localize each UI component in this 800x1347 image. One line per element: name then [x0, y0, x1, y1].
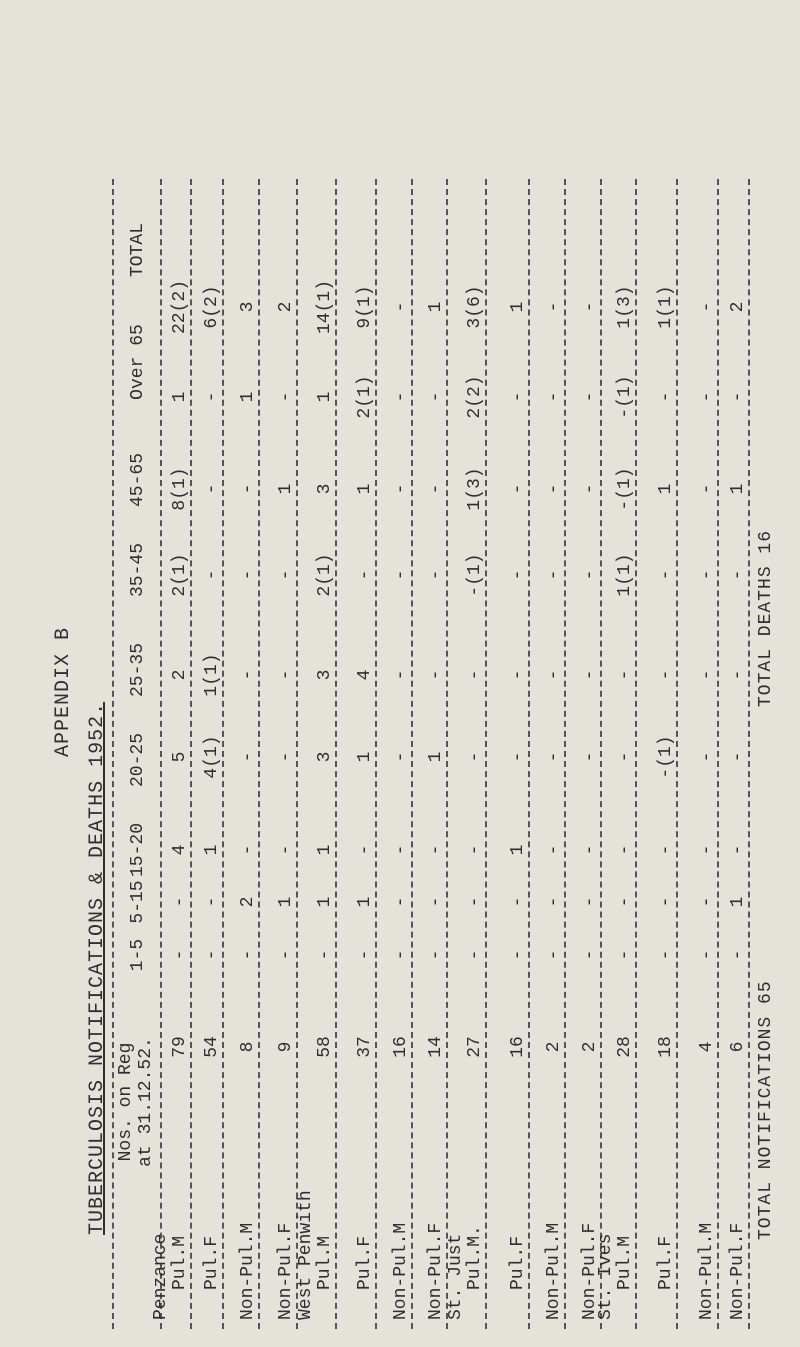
- table-cell: -: [426, 483, 446, 495]
- table-cell: 3: [238, 301, 258, 313]
- row-label: Pul.F: [656, 1235, 676, 1290]
- document-title: TUBERCULOSIS NOTIFICATIONS & DEATHS 1952.: [86, 701, 109, 1235]
- row-label: Non-Pul.F: [728, 1222, 748, 1320]
- table-cell: -: [656, 844, 676, 856]
- column-header: 35-45: [128, 542, 148, 598]
- row-divider: [485, 179, 487, 1329]
- table-cell: -: [355, 844, 375, 856]
- row-divider: [717, 179, 719, 1329]
- table-cell: -: [426, 844, 446, 856]
- column-header: TOTAL: [128, 222, 148, 278]
- table-cell: 1(1): [656, 285, 676, 329]
- row-label: Non-Pul.M: [697, 1222, 717, 1320]
- table-cell: -: [544, 669, 564, 681]
- table-cell: -: [544, 569, 564, 581]
- row-label: Non-Pul.F: [426, 1222, 446, 1320]
- region-label: St. Just: [446, 1233, 466, 1320]
- table-cell: -: [276, 949, 296, 961]
- column-header: Over 65: [128, 324, 148, 400]
- table-cell: -: [728, 949, 748, 961]
- row-divider: [190, 179, 192, 1329]
- table-cell: 54: [202, 1036, 222, 1058]
- table-cell: -: [728, 844, 748, 856]
- column-header: 25-35: [128, 642, 148, 698]
- table-cell: -: [697, 301, 717, 313]
- row-label: Pul.F: [202, 1235, 222, 1290]
- region-label: Penzance: [151, 1233, 171, 1320]
- table-cell: -: [544, 896, 564, 908]
- table-cell: -: [697, 669, 717, 681]
- row-divider: [375, 179, 377, 1329]
- table-cell: 3: [315, 751, 335, 763]
- table-cell: -: [508, 669, 528, 681]
- table-cell: -: [728, 569, 748, 581]
- table-cell: 1: [170, 391, 190, 403]
- column-header: 20-25: [128, 732, 148, 788]
- table-cell: 2: [728, 301, 748, 313]
- table-cell: -(1): [615, 375, 635, 419]
- table-cell: -: [465, 844, 485, 856]
- table-cell: -: [170, 896, 190, 908]
- table-cell: 16: [508, 1036, 528, 1058]
- table-cell: 1: [508, 301, 528, 313]
- table-cell: -: [465, 669, 485, 681]
- table-cell: -: [391, 301, 411, 313]
- table-cell: 2(2): [465, 375, 485, 419]
- table-cell: -: [465, 896, 485, 908]
- table-cell: 2: [276, 301, 296, 313]
- table-cell: 2(1): [315, 553, 335, 597]
- appendix-label: APPENDIX B: [52, 626, 75, 757]
- table-cell: -: [508, 569, 528, 581]
- table-cell: 1: [728, 896, 748, 908]
- table-cell: -: [202, 949, 222, 961]
- table-cell: -: [238, 669, 258, 681]
- row-label: Non-Pul.M: [238, 1222, 258, 1320]
- table-cell: -: [426, 949, 446, 961]
- region-label: St. Ives: [596, 1233, 616, 1320]
- table-cell: 6: [728, 1041, 748, 1053]
- table-cell: 1: [355, 751, 375, 763]
- table-cell: 1(1): [615, 553, 635, 597]
- column-header: Nos. on Reg: [116, 1042, 136, 1162]
- table-cell: 4: [697, 1041, 717, 1053]
- table-cell: -: [465, 949, 485, 961]
- table-cell: -: [391, 844, 411, 856]
- table-cell: 14: [426, 1036, 446, 1058]
- table-cell: 2: [544, 1041, 564, 1053]
- table-cell: -: [615, 751, 635, 763]
- table-cell: 9: [276, 1041, 296, 1053]
- table-cell: -: [656, 896, 676, 908]
- table-cell: -: [615, 669, 635, 681]
- table-cell: -: [426, 669, 446, 681]
- row-label: Pul.M: [315, 1235, 335, 1290]
- table-cell: -: [238, 751, 258, 763]
- divider: [160, 179, 162, 1329]
- table-cell: 14(1): [315, 279, 335, 335]
- row-label: Non-Pul.M: [391, 1222, 411, 1320]
- table-cell: -: [580, 669, 600, 681]
- table-cell: 4: [355, 669, 375, 681]
- column-header: 5-15: [128, 880, 148, 924]
- column-header: 1-5: [128, 938, 148, 972]
- table-cell: -: [426, 391, 446, 403]
- table-cell: -: [580, 391, 600, 403]
- table-cell: -: [355, 949, 375, 961]
- table-cell: 1: [276, 896, 296, 908]
- table-cell: -: [276, 669, 296, 681]
- table-cell: -: [656, 391, 676, 403]
- row-divider: [748, 179, 750, 1329]
- row-divider: [635, 179, 637, 1329]
- table-cell: -: [276, 569, 296, 581]
- row-divider: [676, 179, 678, 1329]
- table-cell: 8: [238, 1041, 258, 1053]
- table-cell: -: [170, 949, 190, 961]
- table-cell: 4: [170, 844, 190, 856]
- table-cell: 4(1): [202, 735, 222, 779]
- table-cell: -: [315, 949, 335, 961]
- row-label: Non-Pul.F: [276, 1222, 296, 1320]
- table-cell: 79: [170, 1036, 190, 1058]
- row-divider: [335, 179, 337, 1329]
- table-cell: 6(2): [202, 285, 222, 329]
- table-cell: -: [615, 896, 635, 908]
- table-cell: 8(1): [170, 467, 190, 511]
- table-cell: -: [697, 483, 717, 495]
- column-header-sub: at 31.12.52.: [136, 1037, 156, 1167]
- table-cell: 2: [238, 896, 258, 908]
- table-cell: 2: [580, 1041, 600, 1053]
- row-divider: [411, 179, 413, 1329]
- table-cell: -: [615, 949, 635, 961]
- table-cell: -: [426, 569, 446, 581]
- table-cell: -: [238, 844, 258, 856]
- table-cell: -: [544, 844, 564, 856]
- table-cell: -: [697, 844, 717, 856]
- table-cell: 1(3): [465, 467, 485, 511]
- table-cell: -: [580, 844, 600, 856]
- table-cell: -: [202, 569, 222, 581]
- column-header: 15-20: [128, 822, 148, 878]
- table-cell: -: [508, 949, 528, 961]
- row-divider: [296, 179, 298, 1329]
- table-cell: 1: [508, 844, 528, 856]
- divider: [112, 179, 114, 1329]
- table-cell: -: [580, 896, 600, 908]
- table-cell: -: [508, 751, 528, 763]
- table-cell: 37: [355, 1036, 375, 1058]
- table-cell: -: [728, 751, 748, 763]
- row-label: Pul.F: [355, 1235, 375, 1290]
- table-cell: -: [728, 391, 748, 403]
- region-label: West Penwith: [296, 1190, 316, 1320]
- table-cell: -: [508, 391, 528, 403]
- row-divider: [258, 179, 260, 1329]
- table-cell: -: [391, 569, 411, 581]
- table-cell: -: [544, 751, 564, 763]
- total-notifications: TOTAL NOTIFICATIONS 65: [756, 980, 776, 1240]
- table-cell: -: [276, 844, 296, 856]
- table-cell: -: [580, 483, 600, 495]
- table-cell: -: [391, 896, 411, 908]
- table-cell: -: [238, 569, 258, 581]
- table-cell: -: [580, 569, 600, 581]
- table-cell: 5: [170, 751, 190, 763]
- table-cell: -: [202, 896, 222, 908]
- table-cell: -: [728, 669, 748, 681]
- table-cell: -: [656, 949, 676, 961]
- table-cell: 1: [656, 483, 676, 495]
- table-cell: 1: [355, 896, 375, 908]
- table-cell: 1: [728, 483, 748, 495]
- table-cell: -: [580, 949, 600, 961]
- row-label: Non-Pul.F: [580, 1222, 600, 1320]
- table-cell: 1: [426, 751, 446, 763]
- table-cell: -: [276, 391, 296, 403]
- table-cell: 1: [315, 896, 335, 908]
- table-cell: 2(1): [170, 553, 190, 597]
- table-cell: 2: [170, 669, 190, 681]
- row-divider: [222, 179, 224, 1329]
- table-cell: 28: [615, 1036, 635, 1058]
- table-cell: -: [697, 569, 717, 581]
- table-cell: 1: [426, 301, 446, 313]
- table-cell: -(1): [465, 553, 485, 597]
- table-cell: -: [276, 751, 296, 763]
- table-cell: 1: [315, 844, 335, 856]
- table-cell: -: [391, 391, 411, 403]
- table-cell: 1(3): [615, 285, 635, 329]
- table-cell: 3(6): [465, 285, 485, 329]
- table-cell: 22(2): [170, 279, 190, 335]
- row-label: Pul.M: [170, 1235, 190, 1290]
- table-cell: -: [580, 301, 600, 313]
- table-cell: -(1): [656, 735, 676, 779]
- table-cell: -: [580, 751, 600, 763]
- column-header: 45-65: [128, 452, 148, 508]
- table-cell: 1: [355, 483, 375, 495]
- table-cell: 3: [315, 483, 335, 495]
- row-divider: [528, 179, 530, 1329]
- table-cell: 9(1): [355, 285, 375, 329]
- row-label: Non-Pul.M: [544, 1222, 564, 1320]
- table-cell: -: [202, 483, 222, 495]
- table-cell: 1: [202, 844, 222, 856]
- table-cell: -: [544, 483, 564, 495]
- table-cell: 1: [238, 391, 258, 403]
- table-cell: -: [656, 569, 676, 581]
- row-divider: [564, 179, 566, 1329]
- table-cell: -: [508, 483, 528, 495]
- row-divider: [446, 179, 448, 1329]
- table-cell: -: [238, 949, 258, 961]
- table-cell: 27: [465, 1036, 485, 1058]
- row-label: Pul.M: [615, 1235, 635, 1290]
- table-cell: -: [391, 751, 411, 763]
- table-cell: -: [697, 391, 717, 403]
- table-cell: -: [697, 751, 717, 763]
- table-cell: -: [544, 301, 564, 313]
- table-cell: -(1): [615, 467, 635, 511]
- table-cell: -: [544, 949, 564, 961]
- row-label: Pul.F: [508, 1235, 528, 1290]
- table-cell: -: [202, 391, 222, 403]
- table-cell: 3: [315, 669, 335, 681]
- table-cell: -: [615, 844, 635, 856]
- table-cell: -: [697, 949, 717, 961]
- table-cell: 1: [315, 391, 335, 403]
- table-cell: -: [508, 896, 528, 908]
- table-cell: 1(1): [202, 653, 222, 697]
- table-cell: -: [465, 751, 485, 763]
- row-label: Pul.M.: [465, 1225, 485, 1290]
- table-cell: -: [391, 949, 411, 961]
- table-cell: 18: [656, 1036, 676, 1058]
- table-cell: 2(1): [355, 375, 375, 419]
- table-cell: 1: [276, 483, 296, 495]
- total-deaths: TOTAL DEATHS 16: [756, 529, 776, 707]
- table-cell: -: [426, 896, 446, 908]
- table-cell: -: [544, 391, 564, 403]
- table-cell: -: [391, 483, 411, 495]
- table-cell: -: [391, 669, 411, 681]
- table-cell: 16: [391, 1036, 411, 1058]
- table-cell: -: [238, 483, 258, 495]
- table-cell: -: [697, 896, 717, 908]
- table-cell: 58: [315, 1036, 335, 1058]
- table-cell: -: [355, 569, 375, 581]
- row-divider: [600, 179, 602, 1329]
- table-cell: -: [656, 669, 676, 681]
